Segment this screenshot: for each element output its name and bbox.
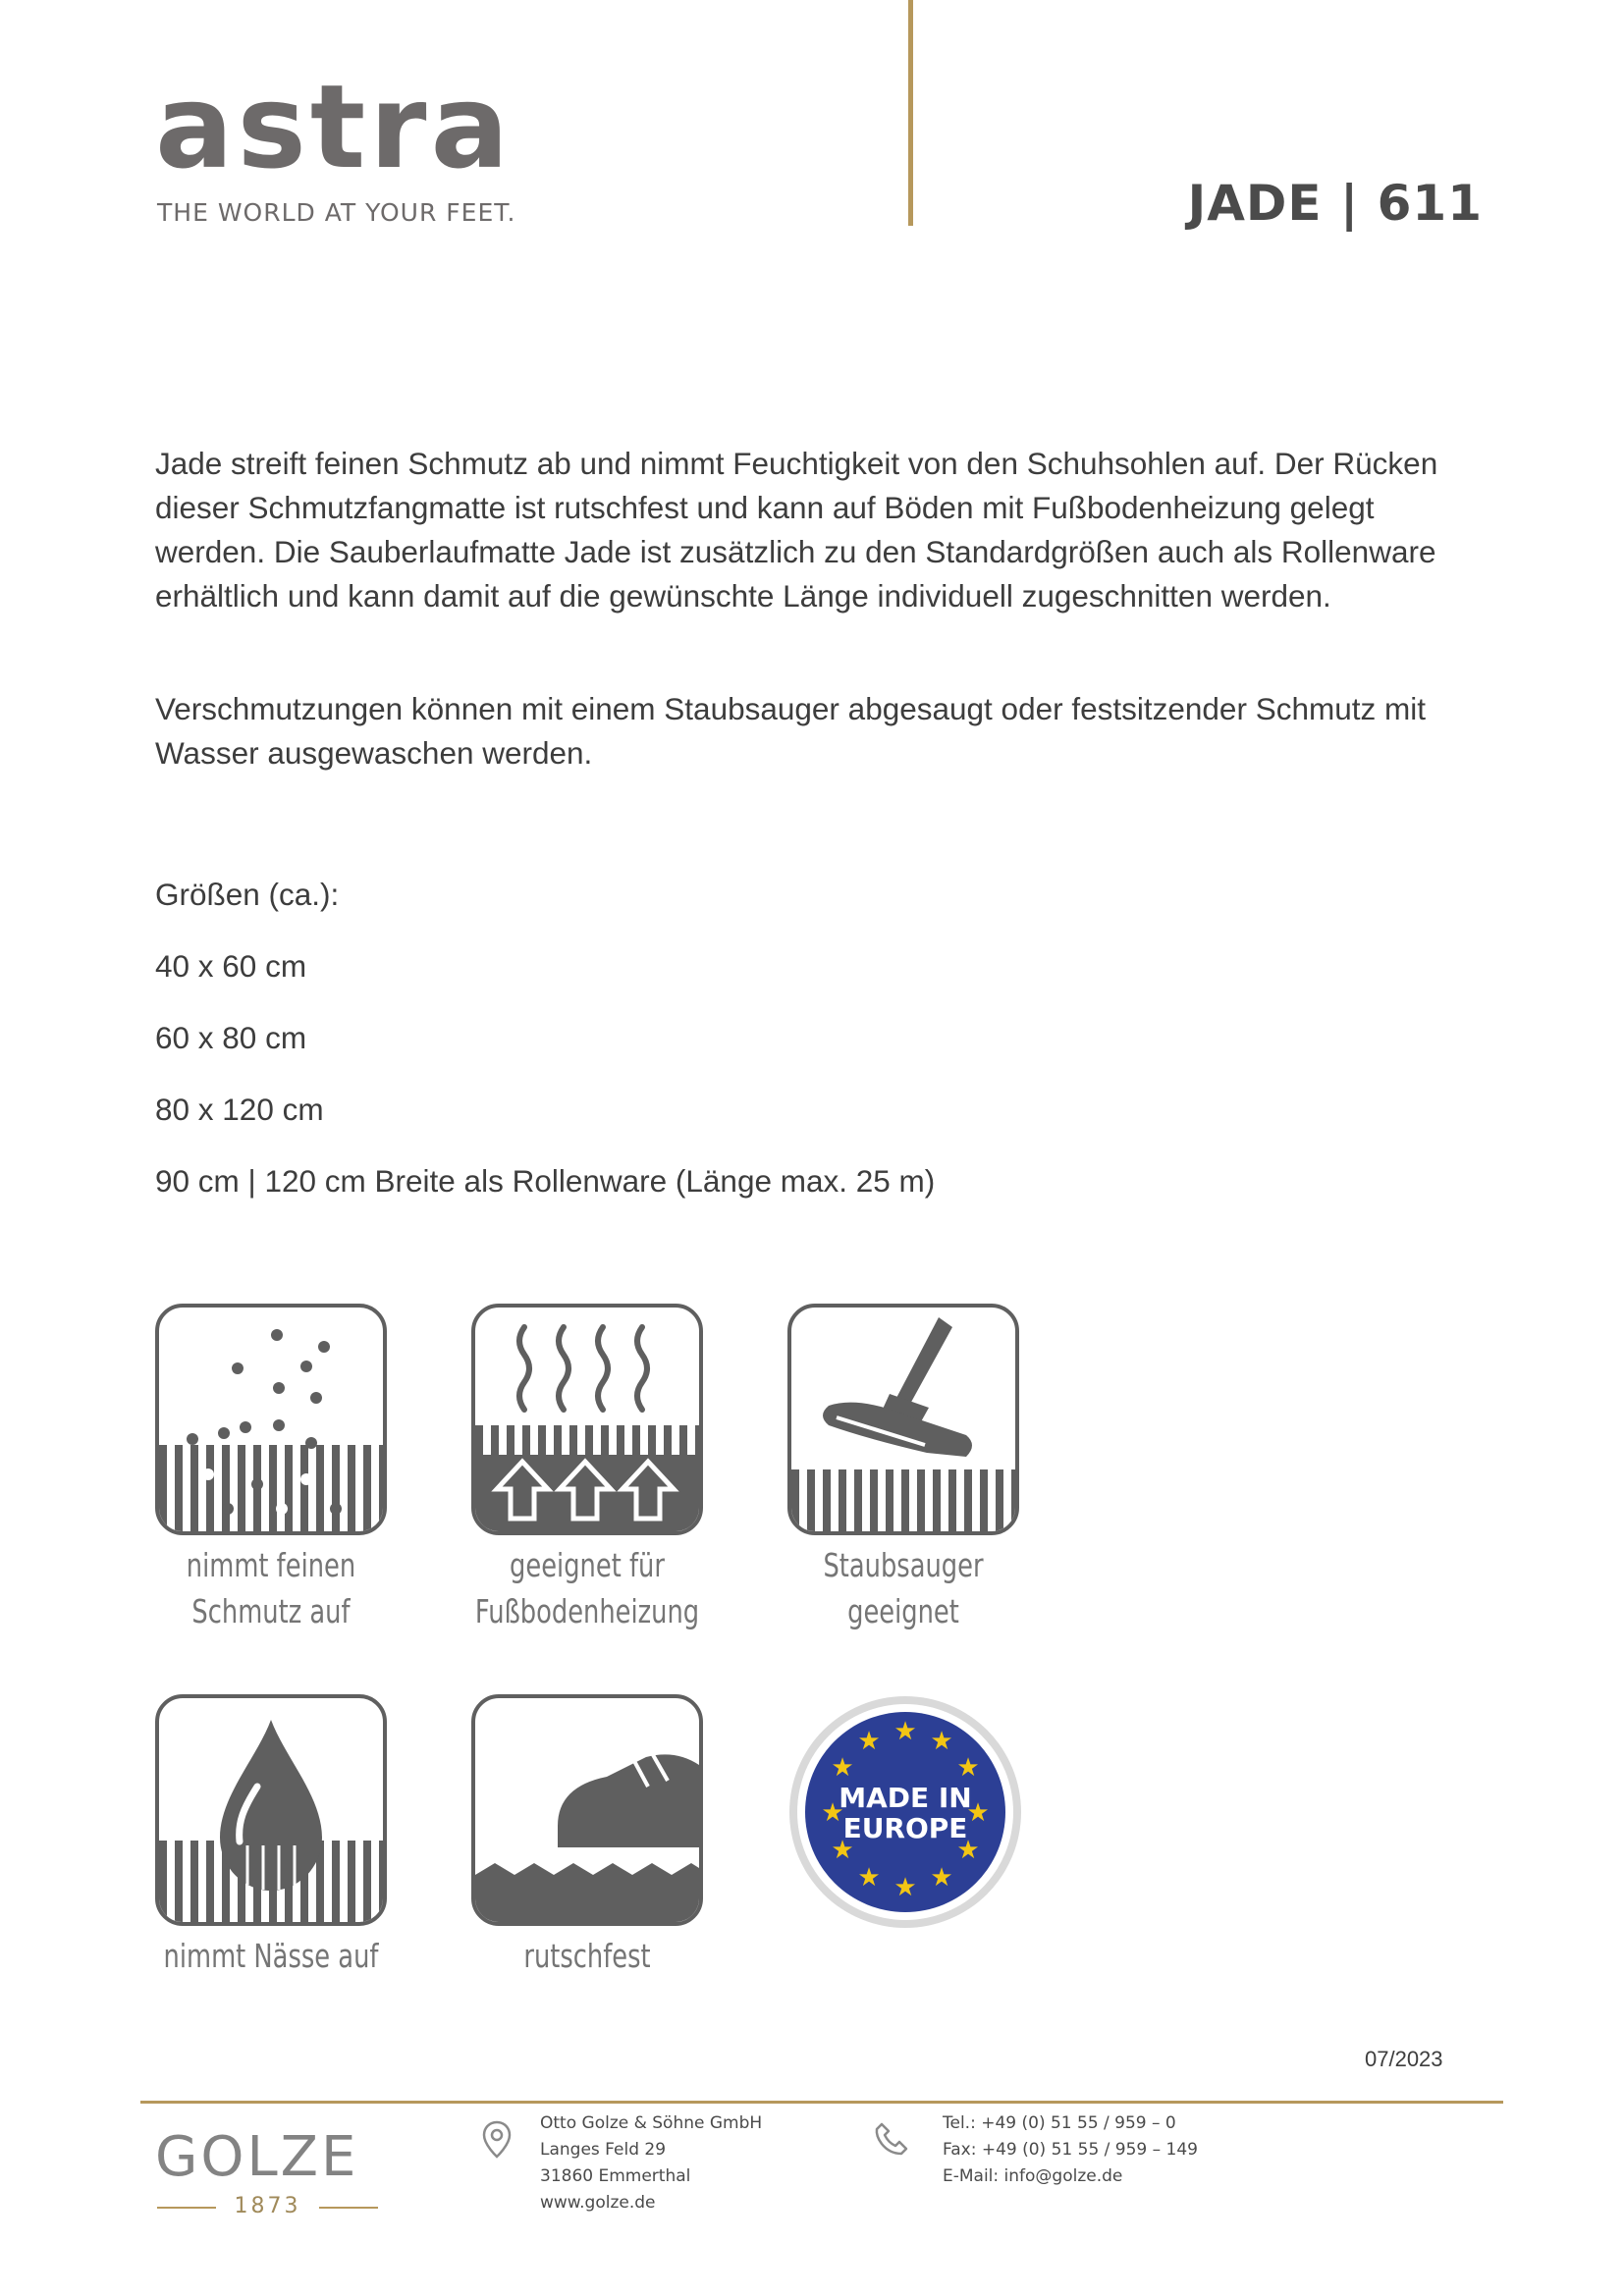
svg-text:★: ★ [956, 1753, 980, 1783]
company-contact [943, 2110, 1198, 2190]
svg-text:★: ★ [831, 1836, 854, 1865]
header-divider [908, 0, 913, 226]
website-link[interactable]: www.golze.de [540, 2193, 656, 2213]
water-drop-icon [155, 1694, 387, 1926]
svg-text:★: ★ [857, 1727, 881, 1756]
svg-text:★: ★ [893, 1873, 917, 1902]
company-year: 1873 [234, 2194, 301, 2218]
svg-text:★: ★ [857, 1863, 881, 1893]
fine-dirt-icon [155, 1304, 387, 1535]
company-address: Otto Golze & Söhne GmbH Langes Feld 29 31860 Emmerthal www.golze.de [540, 2110, 762, 2216]
svg-text:★: ★ [930, 1863, 953, 1893]
logo-rule [319, 2207, 378, 2209]
company-logo: GOLZE [155, 2125, 359, 2189]
size-item: 60 x 80 cm [155, 1020, 307, 1055]
phone-icon [874, 2120, 909, 2161]
size-item: 80 x 120 cm [155, 1092, 324, 1127]
footer-divider [140, 2101, 1503, 2104]
size-item: 90 cm | 120 cm Breite als Rollenware (Länge max. 25 m) [155, 1163, 936, 1199]
feature-label: nimmt feinen Schmutz auf [186, 1546, 356, 1630]
feature-label: nimmt Nässe auf [163, 1937, 379, 1975]
floor-heating-icon [471, 1304, 703, 1535]
location-icon [481, 2120, 513, 2164]
non-slip-shoe-icon [471, 1694, 703, 1926]
product-title: JADE | 611 [1187, 175, 1483, 232]
svg-text:★: ★ [893, 1717, 917, 1746]
feature-label: geeignet für Fußbodenheizung [474, 1546, 700, 1630]
svg-text:★: ★ [956, 1836, 980, 1865]
size-item: 40 x 60 cm [155, 948, 307, 984]
brand-logo: astra [155, 59, 514, 194]
phone-number: Tel.: +49 (0) 51 55 / 959 – 0 [943, 2113, 1176, 2133]
svg-text:★: ★ [930, 1727, 953, 1756]
badge-line-2: EUROPE [842, 1812, 968, 1844]
svg-text:★: ★ [966, 1798, 990, 1828]
sizes-heading: Größen (ca.): [155, 877, 340, 912]
feature-label: Staubsauger geeignet [823, 1546, 984, 1630]
feature-label: rutschfest [523, 1937, 651, 1975]
email-link[interactable]: E-Mail: info@golze.de [943, 2166, 1123, 2186]
brand-tagline: THE WORLD AT YOUR FEET. [157, 198, 516, 227]
description-paragraph-2: Verschmutzungen können mit einem Staubsauger abgesaugt oder festsitzender Schmutz mit Wasser ausgewaschen werden. [155, 691, 1426, 771]
svg-text:★: ★ [821, 1798, 844, 1828]
description-paragraph-1: Jade streift feinen Schmutz ab und nimmt Feuchtigkeit von den Schuhsohlen auf. Der Rücken dieser Schmutzfangmatte ist rutschfest und kann auf Böden mit Fußbodenheizung gelegt werden. Die Sauberlaufmatte Jade ist zusätzlich zu den Standardgrößen auch als Rollenware erhältlich und kann damit auf die gewünschte Länge individuell zugeschnitten werden. [155, 446, 1438, 614]
badge-line-1: MADE IN [839, 1782, 972, 1814]
fax-number: Fax: +49 (0) 51 55 / 959 – 149 [943, 2140, 1198, 2160]
document-date: 07/2023 [1365, 2047, 1443, 2071]
svg-text:★: ★ [831, 1753, 854, 1783]
vacuum-cleaner-icon [787, 1304, 1019, 1535]
made-in-europe-badge [787, 1694, 1023, 1930]
